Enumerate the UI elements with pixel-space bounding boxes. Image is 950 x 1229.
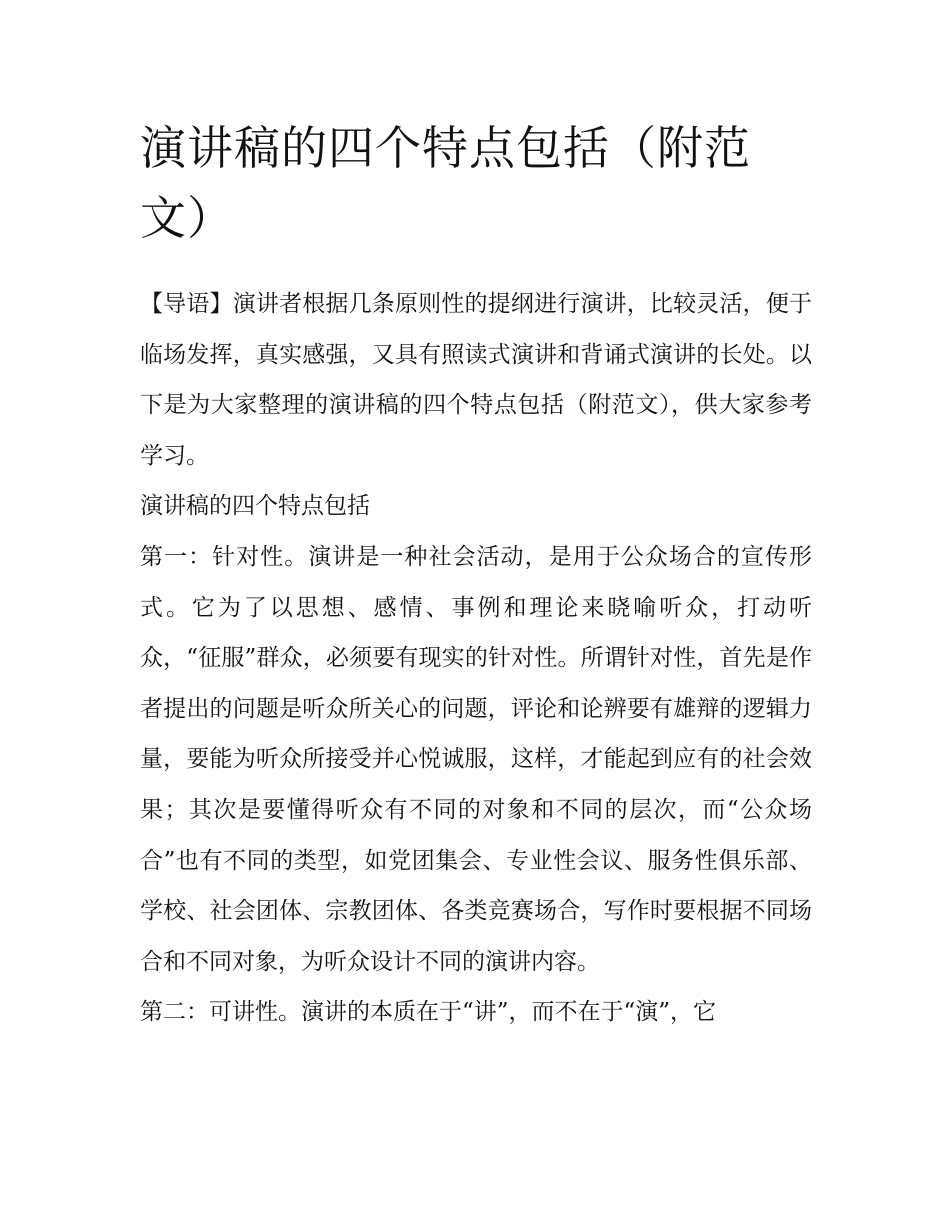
document-title: 演讲稿的四个特点包括（附范文）	[140, 121, 751, 245]
point-one-paragraph: 第一：针对性。演讲是一种社会活动，是用于公众场合的宣传形式。它为了以思想、感情、事例和理论来晓喻听众，打动听众，“征服”群众，必须要有现实的针对性。所谓针对性，首先是作者提出的问题是听众所关心的问题，评论和论辨要有雄辩的逻辑力量，要能为听众所接受并心悦诚服，这样，才能起到应有的社会效果；其次是要懂得听众有不同的对象和不同的层次，而“公众场合”也有不同的类型，如党团集会、专业性会议、服务性俱乐部、学校、社会团体、宗教团体、各类竞赛场合，写作时要根据不同场合和不同对象，为听众设计不同的演讲内容。	[140, 543, 812, 975]
intro-paragraph: 【导语】演讲者根据几条原则性的提纲进行演讲，比较灵活，便于临场发挥，真实感强，又具有照读式演讲和背诵式演讲的长处。以下是为大家整理的演讲稿的四个特点包括（附范文），供大家参考学习。	[140, 291, 812, 469]
point-two-paragraph: 第二：可讲性。演讲的本质在于“讲”，而不在于“演”，它	[140, 999, 717, 1026]
section-heading: 演讲稿的四个特点包括	[140, 493, 370, 520]
document-body	[140, 279, 812, 1038]
